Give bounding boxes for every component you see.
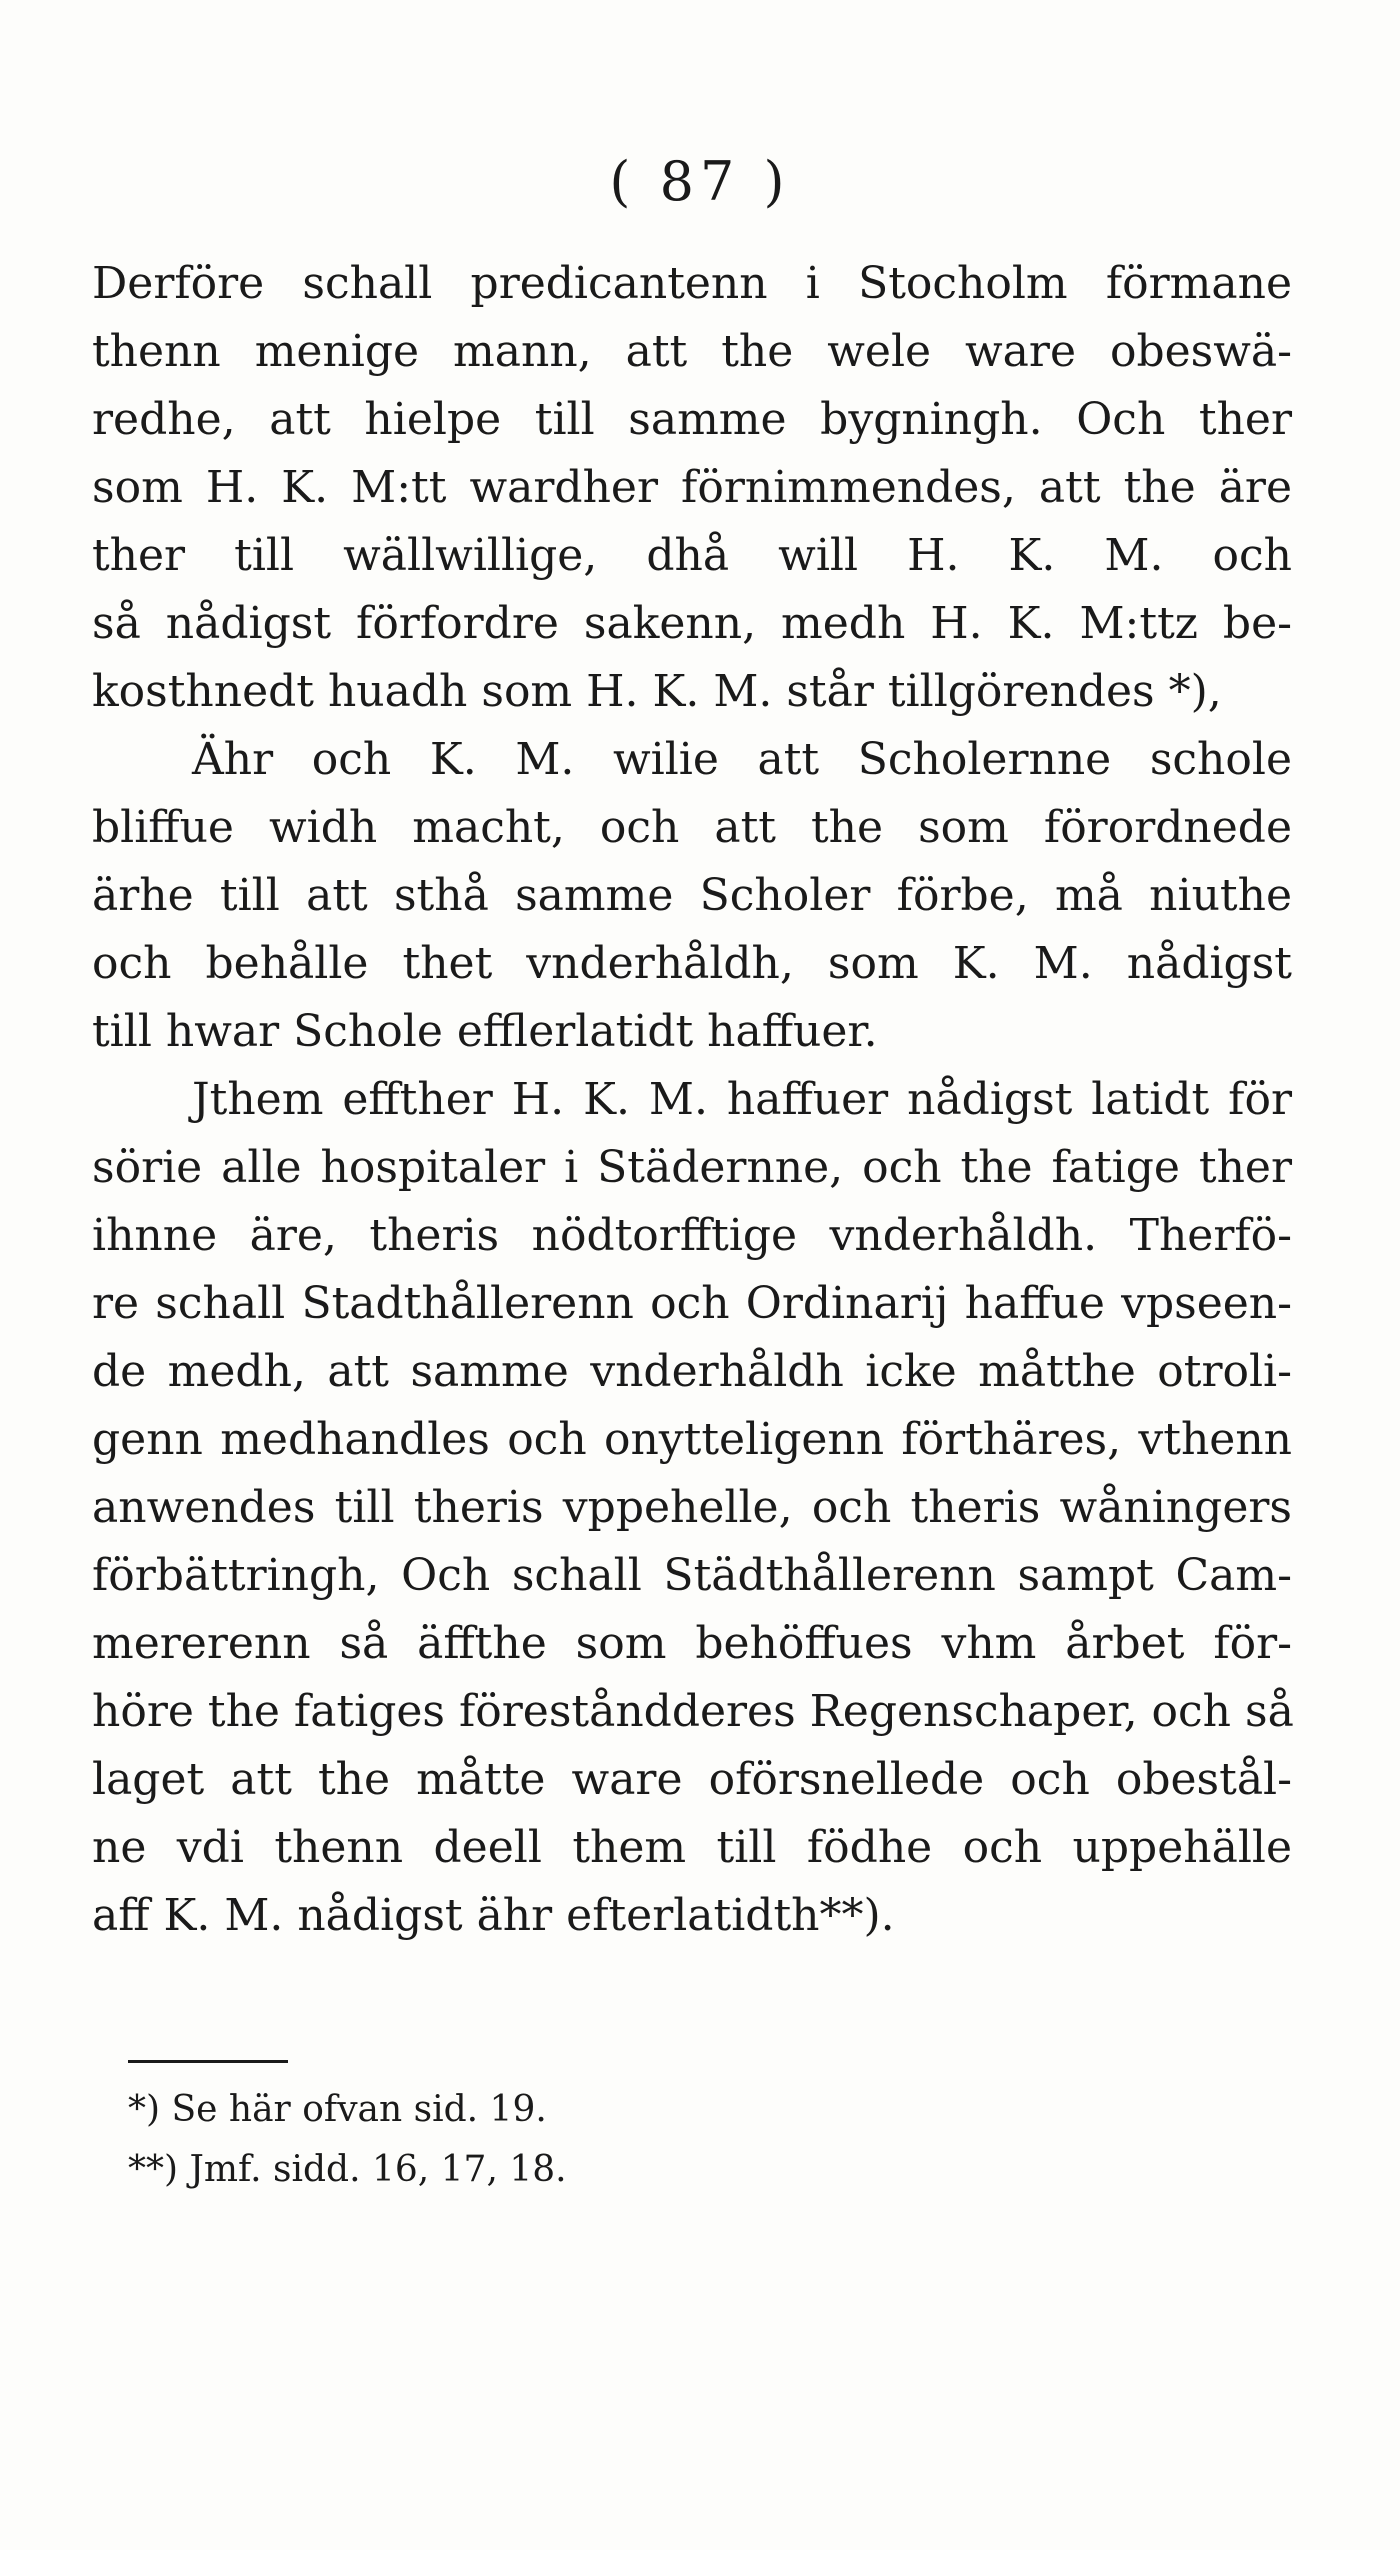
footnote: *) Se här ofvan sid. 19. [128, 2089, 547, 2130]
text-line: aff K. M. nådigst ähr efterlatidth**). [92, 1890, 895, 1941]
text-line: genn medhandles och onytteligenn förthäres, vthenn [92, 1414, 1292, 1465]
page-number: ( 87 ) [609, 150, 791, 213]
text-line: ne vdi thenn deell them till födhe och uppehälle [92, 1822, 1292, 1873]
text-line: anwendes till theris vppehelle, och theris wåningers [92, 1482, 1292, 1533]
paragraph-start-line: Jthem effther H. K. M. haffuer nådigst latidt för [192, 1074, 1292, 1125]
text-line: mererenn så äffthe som behöffues vhm årbet för- [92, 1618, 1292, 1669]
text-line: ther till wällwillige, dhå will H. K. M. och [92, 530, 1292, 581]
text-line: de medh, att samme vnderhåldh icke måtthe otroli- [92, 1346, 1292, 1397]
text-line: kosthnedt huadh som H. K. M. står tillgörendes *), [92, 666, 1222, 717]
text-line: thenn menige mann, att the wele ware obeswä- [92, 326, 1292, 377]
text-line: ärhe till att sthå samme Scholer förbe, må niuthe [92, 870, 1292, 921]
text-line: Derföre schall predicantenn i Stocholm förmane [92, 258, 1292, 309]
paragraph-start-line: Ähr och K. M. wilie att Scholernne schole [192, 734, 1292, 785]
text-line: förbättringh, Och schall Städthållerenn sampt Cam- [92, 1550, 1292, 1601]
text-line: till hwar Schole efflerlatidt haffuer. [92, 1006, 878, 1057]
text-line: redhe, att hielpe till samme bygningh. Och ther [92, 394, 1292, 445]
text-line: som H. K. M:tt wardher förnimmendes, att the äre [92, 462, 1292, 513]
text-line: sörie alle hospitaler i Städernne, och the fatige ther [92, 1142, 1292, 1193]
text-line: och behålle thet vnderhåldh, som K. M. nådigst [92, 938, 1292, 989]
text-line: så nådigst förfordre sakenn, medh H. K. M:ttz be- [92, 598, 1292, 649]
text-line: ihnne äre, theris nödtorfftige vnderhåldh. Therfö- [92, 1210, 1292, 1261]
text-line: re schall Stadthållerenn och Ordinarij haffue vpseen- [92, 1278, 1292, 1329]
footnote: **) Jmf. sidd. 16, 17, 18. [128, 2149, 567, 2190]
footnotes [128, 2080, 1028, 2200]
footnote-divider [128, 2060, 288, 2063]
text-line: laget att the måtte ware oförsnellede och obestål- [92, 1754, 1292, 1805]
text-line: bliffue widh macht, och att the som förordnede [92, 802, 1292, 853]
text-line: höre the fatiges föreståndderes Regenschaper, och så [92, 1686, 1294, 1737]
body-text [92, 250, 1292, 1950]
